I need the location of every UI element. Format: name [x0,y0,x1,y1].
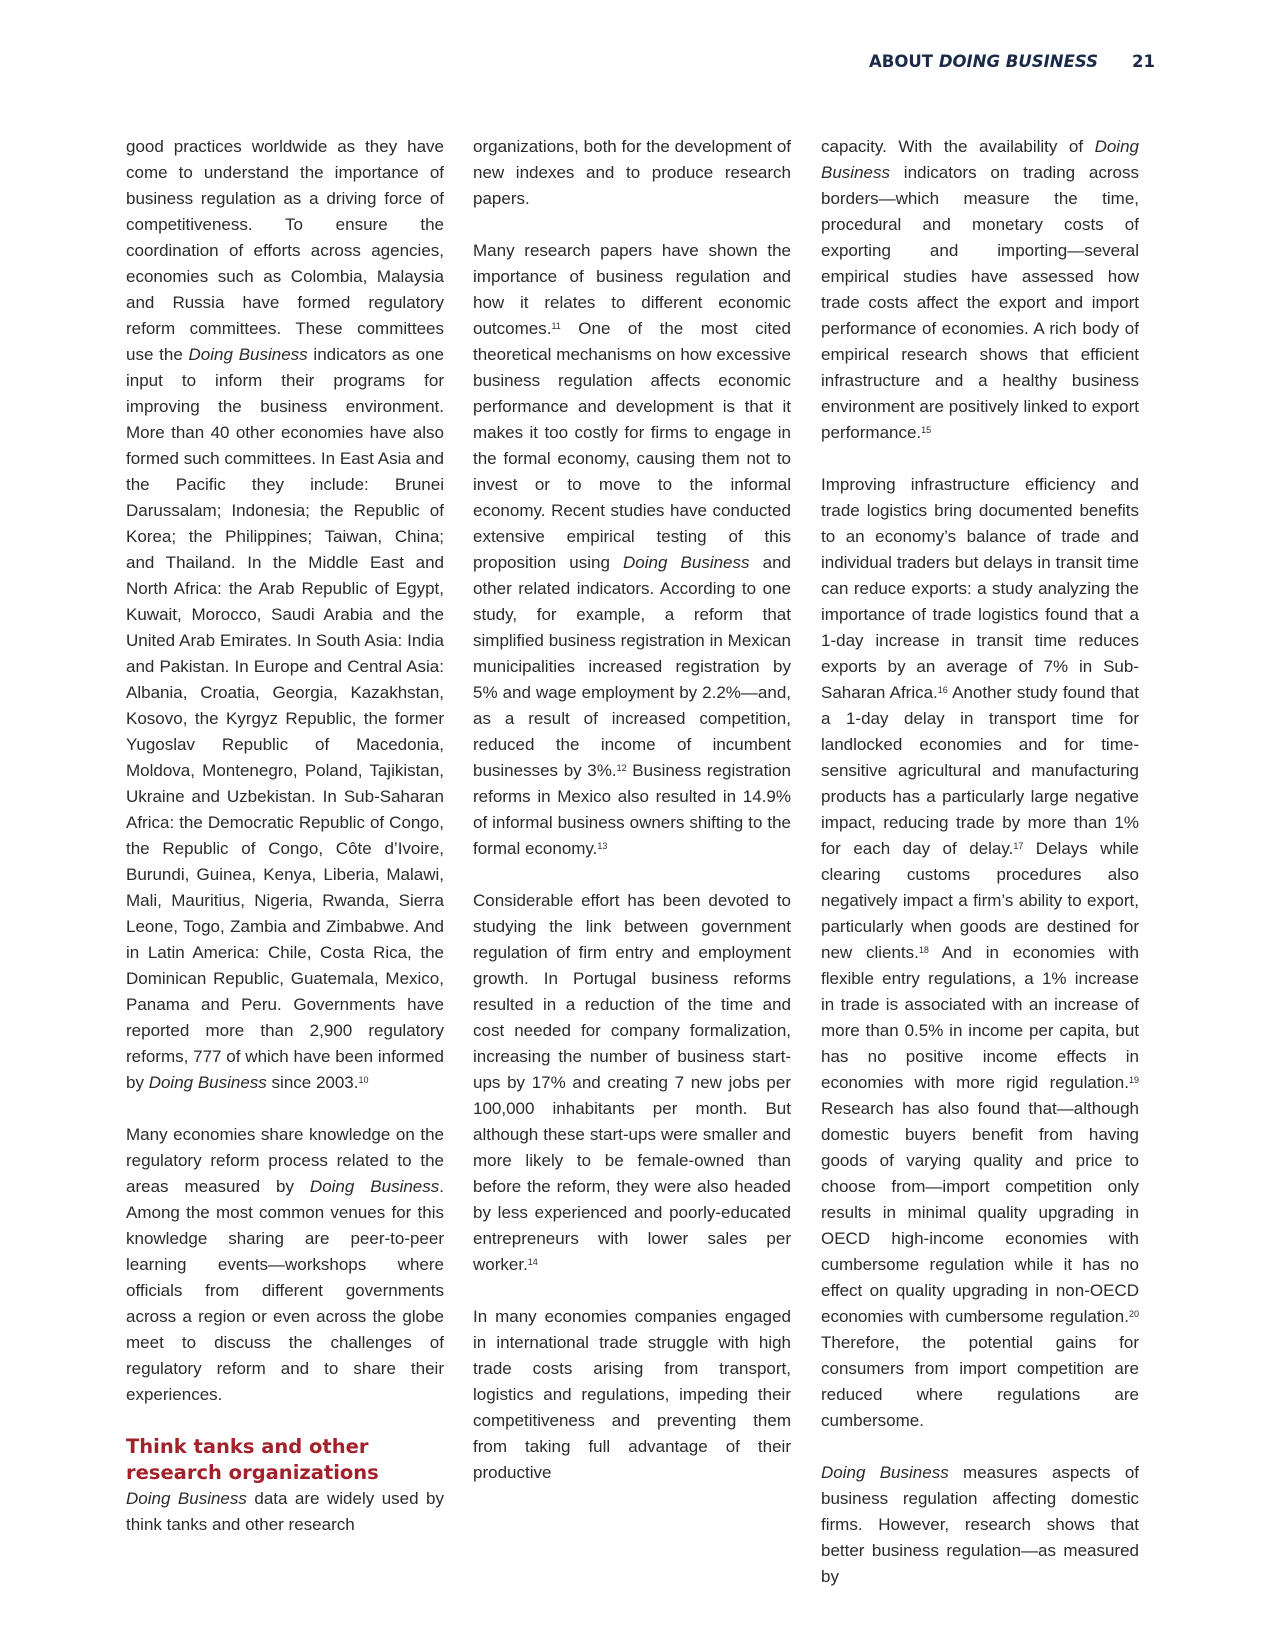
paragraph: Considerable effort has been devoted to studying the link between government regulation of firm entry and employment growth. In Portugal business reforms resulted in a reduction of the time and cost needed for company formalization, increasing the number of business start-ups by 17% and creating 7 new jobs per 100,000 inhabitants per month. But although these start-ups were smaller and more likely to be female-owned than before the reform, they were also headed by less experienced and poorly-educated entrepreneurs with lower sales per worker.$^{14}$ [473,891,791,1274]
footnote-ref: 20 [1128,1309,1139,1319]
footnote-ref: 15 [921,425,932,435]
footnote-ref: 10 [358,1075,369,1085]
column-3 [821,134,1139,1590]
footnote-ref: 11 [551,321,561,331]
column-2 [473,134,791,1486]
paragraph: capacity. With the availability of Doing Business indicators on trading across borders—which measure the time, procedural and monetary costs of exporting and importing—several empirical studies have assessed how trade costs affect the export and import performance of economies. A rich body of empirical research shows that efficient infrastructure and a healthy business environment are positively linked to export performance.$^{15}$ [821,137,1139,442]
paragraph: organizations, both for the development of new indexes and to produce research papers. [473,137,791,208]
page-number: 21 [1132,52,1155,71]
footnote-ref: 19 [1128,1075,1139,1085]
paragraph: Improving infrastructure efficiency and trade logistics bring documented benefits to an economy’s balance of trade and individual traders but delays in transit time can reduce exports: a study analyzing the importance of trade logistics found that a 1-day increase in transit time reduces exports by an average of 7% in Sub-Saharan Africa.$^{16}$ Another study found that a 1-day delay in transport time for landlocked economies and for time-sensitive agricultural and manufacturing products has a particularly large negative impact, reducing trade by more than 1% for each day of delay.$^{17}$ Delays while clearing customs procedures also negatively impact a firm’s ability to export, particularly when goods are destined for new clients.$^{18}$ And in economies with flexible entry regulations, a 1% increase in trade is associated with an increase of more than 0.5% in income per capita, but has no positive income effects in economies with more rigid regulation.$^{19}$ Research has also found that—although domestic buyers benefit from having goods of varying quality and price to choose from—import competition only results in minimal quality upgrading in OECD high-income economies with cumbersome regulation while it has no effect on quality upgrading in non-OECD economies with cumbersome regulation.$^{20}$ Therefore, the potential gains for consumers from import competition are reduced where regulations are cumbersome. [821,475,1139,1430]
footnote-ref: 16 [937,685,948,695]
paragraph: good practices worldwide as they have come to understand the importance of business regulation as a driving force of competitiveness. To ensure the coordination of efforts across agencies, economies such as Colombia, Malaysia and Russia have formed regulatory reform committees. These committees use the Doing Business indicators as one input to inform their programs for improving the business environment. More than 40 other economies have also formed such committees. In East Asia and the Pacific they include: Brunei Darussalam; Indonesia; the Republic of Korea; the Philippines; Taiwan, China; and Thailand. In the Middle East and North Africa: the Arab Republic of Egypt, Kuwait, Morocco, Saudi Arabia and the United Arab Emirates. In South Asia: India and Pakistan. In Europe and Central Asia: Albania, Croatia, Georgia, Kazakhstan, Kosovo, the Kyrgyz Republic, the former Yugoslav Republic of Macedonia, Moldova, Montenegro, Poland, Tajikistan, Ukraine and Uzbekistan. In Sub-Saharan Africa: the Democratic Republic of Congo, the Republic of Congo, Côte d’Ivoire, Burundi, Guinea, Kenya, Liberia, Malawi, Mali, Mauritius, Nigeria, Rwanda, Sierra Leone, Togo, Zambia and Zimbabwe. And in Latin America: Chile, Costa Rica, the Dominican Republic, Guatemala, Mexico, Panama and Peru. Governments have reported more than 2,900 regulatory reforms, 777 of which have been informed by Doing Business since 2003.10 [126,137,444,1092]
header-title-italic: DOING BUSINESS [938,52,1099,71]
paragraph: Doing Business data are widely used by think tanks and other research [126,1489,444,1534]
paragraph: Doing Business measures aspects of business regulation affecting domestic firms. However, research shows that better business regulation—as measured by [821,1463,1140,1586]
paragraph: Many economies share knowledge on the regulatory reform process related to the areas measured by Doing Business. Among the most common venues for this knowledge sharing are peer-to-peer learning events—workshops where officials from different governments across a region or even across the globe meet to discuss the challenges of regulatory reform and to share their experiences. [126,1125,444,1404]
footnote-ref: 17 [1013,841,1024,851]
paragraph: In many economies companies engaged in international trade struggle with high trade costs arising from transport, logistics and regulations, impeding their competitiveness and preventing them from taking full advantage of their productive [473,1307,791,1482]
paragraph: Many research papers have shown the importance of business regulation and how it relates to different economic outcomes.$^{11}$ One of the most cited theoretical mechanisms on how excessive business regulation affects economic performance and development is that it makes it too costly for firms to engage in the formal economy, causing them not to invest or to move to the informal economy. Recent studies have conducted extensive empirical testing of this proposition using Doing Business and other related indicators. According to one study, for example, a reform that simplified business registration in Mexican municipalities increased registration by 5% and wage employment by 2.2%—and, as a result of increased competition, reduced the income of incumbent businesses by 3%.$^{12}$ Business registration reforms in Mexico also resulted in 14.9% of informal business owners shifting to the formal economy.$^{13}$ [473,241,791,858]
section-heading: Think tanks and other research organizations [126,1435,379,1484]
running-header [869,52,1155,71]
header-prefix: ABOUT [869,52,939,71]
footnote-ref: 13 [597,841,608,851]
footnote-ref: 18 [918,945,929,955]
footnote-ref: 14 [527,1257,538,1267]
footnote-ref: 12 [616,763,627,773]
column-1 [126,134,444,1538]
